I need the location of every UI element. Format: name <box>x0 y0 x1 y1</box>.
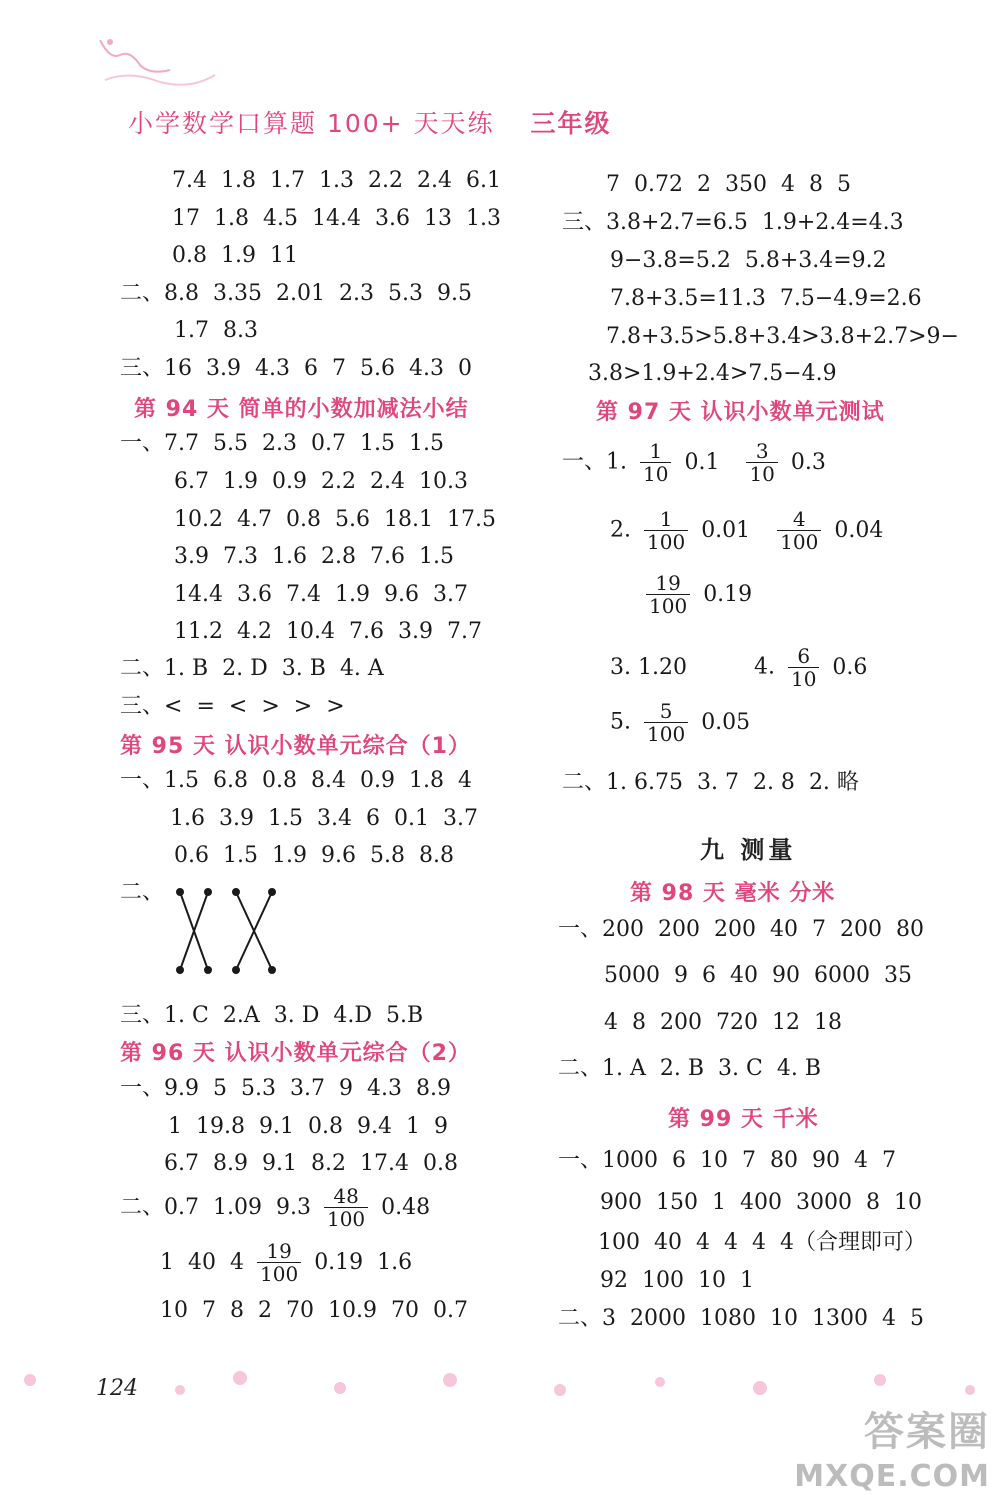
answer-value: 14.4 <box>312 206 361 231</box>
day96-q2-row3 <box>160 1298 468 1324</box>
answer-value: 7.4 <box>285 582 321 607</box>
watermark <box>794 1400 990 1494</box>
answer-value: > <box>326 694 345 719</box>
answer-value: 2. 8 <box>752 770 795 795</box>
day97-q3-q4: 3. 1.20 4. $\frac{6}{10}$ 0.6 <box>610 644 868 691</box>
answer-value: 4.3 <box>367 1076 402 1101</box>
answer-value: 11.2 <box>174 619 223 644</box>
answer-value: 10.3 <box>419 469 468 494</box>
answer-value: 3.7 <box>290 1076 325 1101</box>
answer-line <box>558 1056 821 1082</box>
answer-value: 2.01 <box>275 281 325 306</box>
day96-title: 第 96 天 认识小数单元综合（2） <box>120 1041 471 1066</box>
answer-value: 1300 <box>812 1306 868 1331</box>
fraction-19-100: $\frac{19}{100}$ <box>646 572 690 617</box>
answer-value: 9 <box>433 1114 448 1139</box>
answer-value: 9.4 <box>356 1114 392 1139</box>
answer-line <box>168 1114 448 1140</box>
answer-line <box>562 210 904 236</box>
answer-value: 1.5 <box>268 806 303 831</box>
answer-value: 90 <box>772 963 800 988</box>
answer-value: 1.6 <box>272 544 307 569</box>
answer-value: 0.7 <box>432 1298 468 1323</box>
day94-title: 第 94 天 简单的小数加减法小结 <box>134 397 469 422</box>
watermark-url: MXQE.COM <box>794 1459 990 1494</box>
answer-line <box>120 431 444 457</box>
answer-value: 7 <box>882 1148 896 1173</box>
answer-value: 2.4 <box>417 168 452 193</box>
answer-line <box>120 1076 451 1102</box>
answer-value: 9.1 <box>258 1114 294 1139</box>
answer-value: 一、7.7 <box>120 431 199 456</box>
page-number: 124 <box>96 1376 138 1401</box>
answer-value: 6.8 <box>213 768 248 793</box>
answer-value: 1 <box>740 1268 754 1293</box>
answer-value: 1.3 <box>465 206 501 231</box>
day98-title: 第 98 天 毫米 分米 <box>630 881 836 906</box>
answer-value: 5.6 <box>334 507 370 532</box>
answer-value: 4.3 <box>409 356 444 381</box>
answer-value: 1 <box>160 1249 174 1275</box>
answer-value: 4.2 <box>236 619 272 644</box>
answer-value: 7.3 <box>223 544 258 569</box>
answer-line <box>172 243 298 269</box>
answer-line <box>120 656 384 682</box>
answer-value: 10 <box>770 1306 798 1331</box>
answer-value: 3000 <box>796 1190 852 1215</box>
answer-value: 1.8 <box>214 206 249 231</box>
answer-value: 6.7 <box>164 1151 199 1176</box>
answer-value: 8.3 <box>223 318 258 343</box>
answer-line <box>172 206 501 232</box>
answer-value: 3.6 <box>374 206 410 231</box>
answer-value: 二、1. A <box>558 1056 646 1081</box>
answer-line <box>604 963 912 989</box>
answer-value: 3.4 <box>317 806 352 831</box>
answer-value: 9.6 <box>321 843 356 868</box>
fraction-19-100: $\frac{19}{100}$ <box>257 1240 301 1285</box>
answer-value: 7 <box>742 1148 756 1173</box>
answer-value: 0.1 <box>394 806 429 831</box>
answer-value: 0.8 <box>285 507 321 532</box>
answer-value: 一、9.9 <box>120 1076 199 1101</box>
answer-value: 1.6 <box>170 806 205 831</box>
answer-line <box>170 806 478 832</box>
answer-line <box>558 917 924 943</box>
answer-value: 6 <box>672 1148 686 1173</box>
answer-line <box>164 1151 458 1177</box>
answer-value: 0.8 <box>307 1114 343 1139</box>
answer-value: 7 <box>812 917 826 942</box>
answer-value: 17.4 <box>360 1151 409 1176</box>
answer-value: 2. 略 <box>808 770 859 795</box>
answer-value: 150 <box>656 1190 698 1215</box>
answer-line <box>600 1268 754 1294</box>
answer-value: 3. D <box>273 1003 320 1028</box>
answer-value: 5.3 <box>241 1076 276 1101</box>
answer-value: 二、1. B <box>120 656 209 681</box>
answer-value: 4 <box>458 768 472 793</box>
answer-value: 3.9 <box>397 619 433 644</box>
answer-value: 2.8 <box>321 544 356 569</box>
answer-line <box>120 281 472 307</box>
day99-title: 第 99 天 千米 <box>668 1107 819 1132</box>
answer-value: 200 <box>714 917 756 942</box>
answer-value: 3.9 <box>174 544 209 569</box>
answer-value: 7 <box>202 1298 216 1323</box>
answer-value: 1080 <box>700 1306 756 1331</box>
fraction-3-10: $\frac{3}{10}$ <box>746 440 777 485</box>
answer-value: 一、1000 <box>558 1148 658 1173</box>
answer-value: 9.1 <box>262 1151 297 1176</box>
answer-value: 5.8 <box>370 843 405 868</box>
answer-value: 8.4 <box>311 768 346 793</box>
answer-value: 3.9 <box>206 356 241 381</box>
answer-value: 三、1. C <box>120 1003 209 1028</box>
answer-value: 35 <box>884 963 912 988</box>
answer-line <box>174 843 454 869</box>
answer-value: 13 <box>423 206 452 231</box>
answer-value: 5.5 <box>213 431 248 456</box>
answer-value: 40 <box>770 917 798 942</box>
answer-value: 1.8 <box>409 768 444 793</box>
answer-value: 1.5 <box>360 431 395 456</box>
answer-value: 1.7 <box>174 318 209 343</box>
answer-value: 8.9 <box>416 1076 451 1101</box>
answer-value: 4 <box>882 1306 896 1331</box>
answer-value: 二、8.8 <box>120 281 199 306</box>
answer-value: 200 <box>840 917 882 942</box>
day95-q2-label: 二、 <box>120 880 165 905</box>
answer-value: 1.8 <box>221 168 256 193</box>
answer-line <box>174 582 468 608</box>
answer-value: 9.5 <box>436 281 472 306</box>
answer-value: 9−3.8=5.2 <box>610 248 731 273</box>
answer-value: 4. A <box>339 656 384 681</box>
answer-value: 二、0.7 <box>120 1194 199 1220</box>
answer-line <box>172 168 501 194</box>
answer-line <box>610 286 922 312</box>
fraction-6-10: $\frac{6}{10}$ <box>788 645 819 690</box>
answer-value: 0.8 <box>172 243 207 268</box>
answer-value: < <box>228 694 248 719</box>
answer-value: 3. C <box>718 1056 763 1081</box>
answer-value: 70 <box>286 1298 314 1323</box>
answer-value: 4（合理即可） <box>780 1230 926 1255</box>
answer-value: 一、200 <box>558 917 644 942</box>
day97-q2: 2. $\frac{1}{100}$ 0.01 $\frac{4}{100}$ 0.04 <box>610 507 884 554</box>
answer-value: 2 <box>258 1298 272 1323</box>
answer-value: 3.7 <box>432 582 468 607</box>
answer-value: 40 <box>730 963 758 988</box>
answer-value: 5.8+3.4=9.2 <box>744 248 887 273</box>
answer-value: 3.9 <box>219 806 254 831</box>
answer-value: 19.8 <box>196 1114 245 1139</box>
answer-value: 7.8+3.5>5.8+3.4>3.8+2.7>9− <box>606 324 959 349</box>
answer-value: 4 <box>230 1249 244 1275</box>
answer-value: 1.5 <box>223 843 258 868</box>
answer-value: 90 <box>812 1148 840 1173</box>
answer-value: > <box>293 694 313 719</box>
answer-value: 6 <box>304 356 318 381</box>
answer-value: 9.3 <box>275 1194 311 1220</box>
answer-value: 1.9 <box>334 582 370 607</box>
answer-value: 7.6 <box>370 544 405 569</box>
answer-value: 0 <box>458 356 472 381</box>
answer-value: 5.3 <box>387 281 423 306</box>
answer-value: 二、3 <box>558 1306 616 1331</box>
fraction-48-100: $\frac{48}{100}$ <box>324 1185 368 1230</box>
answer-value: 4 <box>724 1230 738 1255</box>
answer-value: 200 <box>660 1010 702 1035</box>
answer-value: 1.5 <box>409 431 444 456</box>
answer-value: 0.9 <box>360 768 395 793</box>
answer-value: 2. B <box>659 1056 705 1081</box>
answer-value: 6.7 <box>174 469 209 494</box>
answer-value: 2 <box>696 172 711 197</box>
answer-value: 0.19 <box>314 1249 364 1275</box>
answer-value: 三、3.8+2.7=6.5 <box>562 210 748 235</box>
answer-value: 3.7 <box>443 806 478 831</box>
answer-value: 4. B <box>776 1056 822 1081</box>
answer-value: 5.B <box>385 1003 424 1028</box>
day97-title: 第 97 天 认识小数单元测试 <box>596 400 885 425</box>
answer-value: 10 <box>698 1268 726 1293</box>
answer-line <box>174 544 454 570</box>
answer-value: 8 <box>632 1010 646 1035</box>
answer-value: 200 <box>658 917 700 942</box>
answer-line <box>604 1010 842 1036</box>
answer-line <box>606 172 851 198</box>
answer-value: 10 <box>894 1190 922 1215</box>
answer-value: 三、16 <box>120 356 192 381</box>
answer-line <box>120 768 472 794</box>
answer-line <box>174 318 258 344</box>
answer-value: 2.3 <box>262 431 297 456</box>
answer-value: 0.7 <box>311 431 346 456</box>
answer-value: 8.9 <box>213 1151 248 1176</box>
answer-value: 4 <box>752 1230 766 1255</box>
answer-value: 6.1 <box>466 168 501 193</box>
fraction-1-10: $\frac{1}{10}$ <box>640 440 671 485</box>
answer-value: 7.8+3.5=11.3 <box>610 286 766 311</box>
answer-value: 6 <box>702 963 716 988</box>
answer-value: 1.7 <box>270 168 305 193</box>
answer-value: 2.A <box>222 1003 260 1028</box>
watermark-logo-text: 答案圈 <box>864 1409 990 1455</box>
fraction-5-100: $\frac{5}{100}$ <box>644 700 688 745</box>
answer-value: 4 <box>780 172 795 197</box>
answer-value: 6 <box>366 806 380 831</box>
chapter-title: 九 测量 <box>700 836 797 864</box>
answer-value: 4 <box>604 1010 618 1035</box>
answer-value: 8.8 <box>419 843 454 868</box>
day97-q2-extra: $\frac{19}{100}$ 0.19 <box>640 572 752 617</box>
answer-value: 17.5 <box>446 507 496 532</box>
answer-value: 80 <box>896 917 924 942</box>
answer-value: 4.3 <box>255 356 290 381</box>
fraction-4-100: $\frac{4}{100}$ <box>777 508 821 553</box>
answer-value: 350 <box>724 172 767 197</box>
answer-value: 3.6 <box>236 582 272 607</box>
answer-value: 70 <box>390 1298 419 1323</box>
answer-value: 1.9+2.4=4.3 <box>761 210 904 235</box>
answer-value: 7 <box>332 356 346 381</box>
answer-value: 7 <box>606 172 620 197</box>
answer-value: 40 <box>654 1230 682 1255</box>
answer-value: 5 <box>836 172 851 197</box>
answer-line <box>558 1148 896 1174</box>
answer-value: 11 <box>270 243 298 268</box>
answer-value: 100 <box>642 1268 684 1293</box>
answer-value: 7.6 <box>348 619 384 644</box>
answer-value: 0.8 <box>262 768 297 793</box>
answer-line <box>606 324 959 350</box>
answer-line <box>120 694 345 720</box>
answer-value: 3. 7 <box>696 770 739 795</box>
day97-q1: 一、1. $\frac{1}{10}$ 0.1 $\frac{3}{10}$ 0.3 <box>562 439 826 486</box>
answer-line <box>600 1190 922 1216</box>
answer-value: 0.9 <box>272 469 307 494</box>
answer-value: 18.1 <box>383 507 433 532</box>
answer-value: 二、1. 6.75 <box>562 770 683 795</box>
answer-line <box>174 469 468 495</box>
answer-value: 2.2 <box>368 168 403 193</box>
answer-value: 2.2 <box>321 469 356 494</box>
answer-value: 2. D <box>222 656 268 681</box>
page-header <box>128 104 612 140</box>
answer-line <box>174 619 482 645</box>
answer-value: 1.3 <box>319 168 354 193</box>
answer-value: 8 <box>230 1298 244 1323</box>
answer-value: 4.D <box>333 1003 372 1028</box>
answer-value: 8.2 <box>311 1151 346 1176</box>
answer-value: 1.6 <box>377 1249 413 1275</box>
answer-value: 12 <box>772 1010 800 1035</box>
answer-line <box>588 361 837 387</box>
answer-value: 18 <box>814 1010 842 1035</box>
answer-value: 2.3 <box>338 281 374 306</box>
answer-value: 1 <box>712 1190 726 1215</box>
answer-value: 720 <box>716 1010 758 1035</box>
day97-q5: 5. $\frac{5}{100}$ 0.05 <box>610 699 751 746</box>
grade-label: 三年级 <box>530 109 612 138</box>
answer-value: 10 <box>160 1298 188 1323</box>
answer-value: = <box>196 694 215 719</box>
answer-value: 10.9 <box>328 1298 377 1323</box>
answer-value: 3.8>1.9+2.4>7.5−4.9 <box>588 361 837 386</box>
answer-value: 5 <box>213 1076 227 1101</box>
answer-value: 8 <box>866 1190 880 1215</box>
answer-value: 400 <box>740 1190 782 1215</box>
answer-value: 7.5−4.9=2.6 <box>779 286 922 311</box>
matching-lines-diagram <box>166 880 286 980</box>
answer-value: 5000 <box>604 963 660 988</box>
answer-value: 9 <box>339 1076 353 1101</box>
answer-value: 10.4 <box>285 619 335 644</box>
answer-value: 7.4 <box>172 168 207 193</box>
answer-value: 7.7 <box>446 619 482 644</box>
answer-value: 1.5 <box>419 544 454 569</box>
answer-value: 4.5 <box>263 206 298 231</box>
answer-value: 3.35 <box>213 281 262 306</box>
answer-value: 9 <box>674 963 688 988</box>
answer-value: 1.9 <box>272 843 307 868</box>
answer-value: 0.72 <box>634 172 683 197</box>
answer-value: 3. B <box>281 656 326 681</box>
day97-part2 <box>562 770 859 796</box>
answer-value: 17 <box>172 206 200 231</box>
answer-value: 2000 <box>630 1306 686 1331</box>
answer-value: > <box>261 694 280 719</box>
answer-line <box>610 248 887 274</box>
answer-value: 2.4 <box>370 469 405 494</box>
answer-value: 4 <box>854 1148 868 1173</box>
answer-line <box>558 1306 924 1332</box>
answer-value: 14.4 <box>174 582 223 607</box>
answer-value: 6000 <box>814 963 870 988</box>
answer-value: 4 <box>696 1230 710 1255</box>
book-title: 小学数学口算题 100+ 天天练 <box>128 109 495 138</box>
answer-value: 三、< <box>120 694 183 719</box>
answer-line <box>174 507 496 533</box>
answer-value: 900 <box>600 1190 642 1215</box>
answer-value: 1 <box>405 1114 420 1139</box>
answer-value: 100 <box>598 1230 640 1255</box>
answer-value: 0.6 <box>174 843 209 868</box>
fraction-1-100: $\frac{1}{100}$ <box>644 508 688 553</box>
day95-title: 第 95 天 认识小数单元综合（1） <box>120 734 471 759</box>
answer-value: 10 <box>700 1148 728 1173</box>
answer-value: 9.6 <box>383 582 419 607</box>
answer-value: 8 <box>808 172 823 197</box>
answer-value: 1.9 <box>221 243 256 268</box>
answer-value: 5.6 <box>360 356 395 381</box>
day95-q3-answers <box>120 1003 423 1029</box>
decorative-flourish-top <box>90 20 230 100</box>
answer-value: 80 <box>770 1148 798 1173</box>
day96-q2-row1: 二、0.7 1.09 9.3 $\frac{48}{100}$ 0.48 <box>120 1184 431 1231</box>
answer-value: 4.7 <box>236 507 272 532</box>
answer-value: 1 <box>168 1114 182 1139</box>
day96-q2-row2 <box>160 1240 412 1285</box>
answer-value: 1.9 <box>223 469 258 494</box>
answer-value: 92 <box>600 1268 628 1293</box>
answer-value: 10.2 <box>174 507 223 532</box>
answer-value: 40 <box>188 1249 216 1275</box>
answer-value: 0.8 <box>422 1151 458 1176</box>
answer-line <box>120 356 472 382</box>
answer-line <box>598 1230 926 1256</box>
answer-value: 1.09 <box>213 1194 262 1220</box>
answer-value: 一、1.5 <box>120 768 199 793</box>
answer-value: 5 <box>910 1306 924 1331</box>
